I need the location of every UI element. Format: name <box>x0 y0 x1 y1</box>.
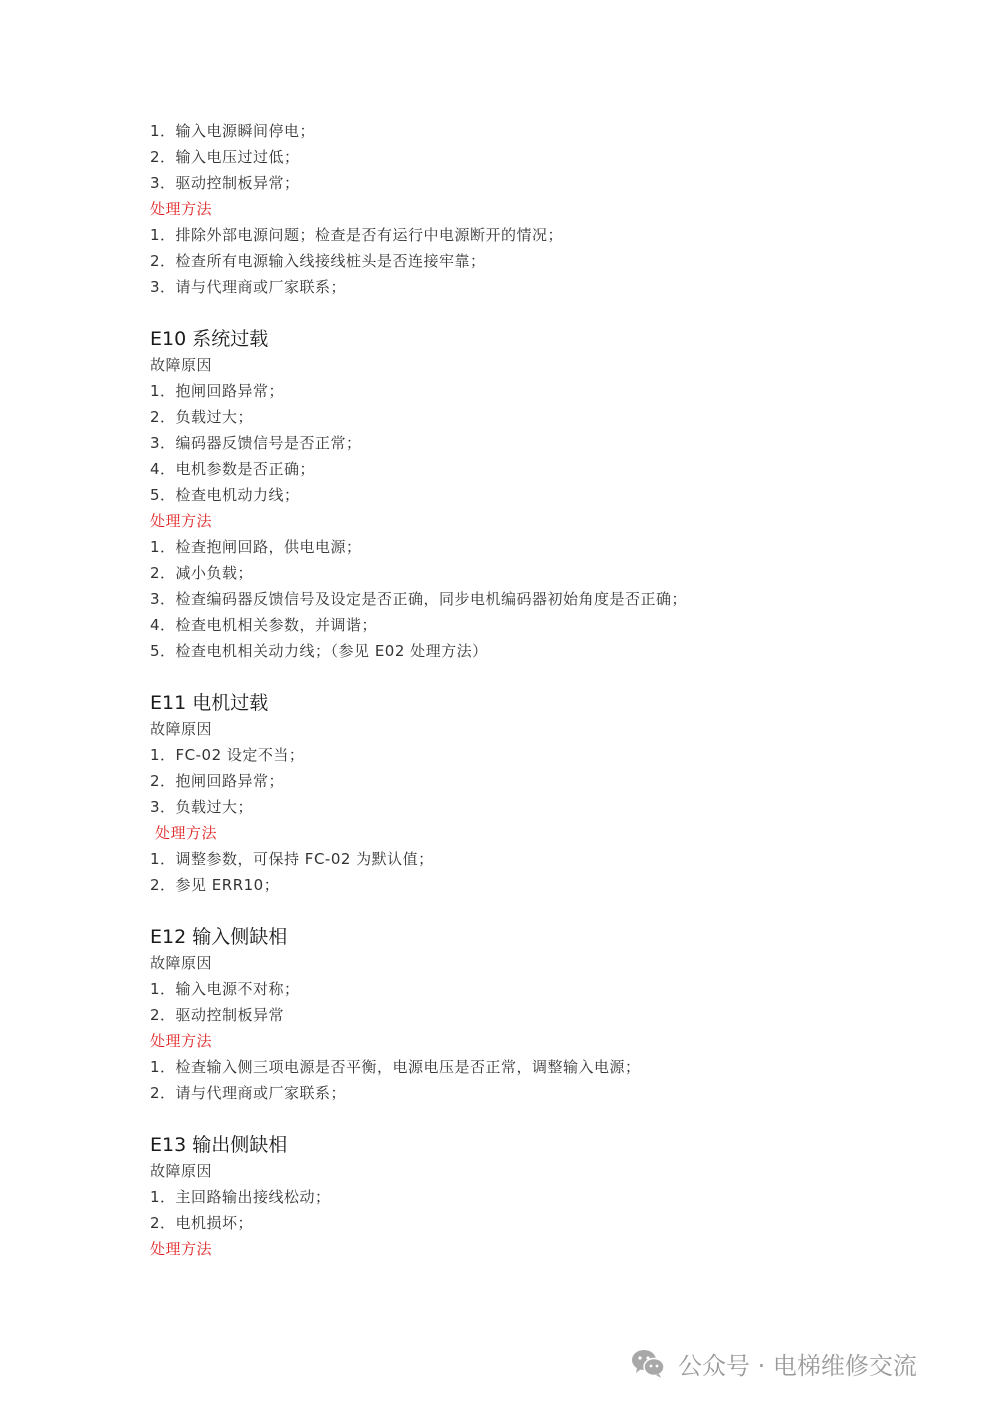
list-item: 4．检查电机相关参数，并调谐； <box>150 616 378 634</box>
list-item: 4．电机参数是否正确； <box>150 460 316 478</box>
cause-label: 故障原因 <box>150 1162 213 1180</box>
list-item: 1．检查输入侧三项电源是否平衡，电源电压是否正常，调整输入电源； <box>150 1058 641 1076</box>
fault-title: 系统过载 <box>192 328 269 350</box>
cause-label: 故障原因 <box>150 720 213 738</box>
list-item: 5．检查电机相关动力线；（参见 E02 处理方法） <box>150 642 488 660</box>
list-item: 1．排除外部电源问题；检查是否有运行中电源断开的情况； <box>150 226 564 244</box>
method-label: 处理方法 <box>150 200 213 218</box>
list-item: 1．主回路输出接线松动； <box>150 1188 331 1206</box>
list-item: 1．FC-02 设定不当； <box>150 746 305 764</box>
method-label: 处理方法 <box>150 1240 213 1258</box>
fault-code: E11 <box>150 692 187 714</box>
list-item: 1．调整参数，可保持 FC-02 为默认值； <box>150 850 434 868</box>
fault-title: 电机过载 <box>192 692 269 714</box>
list-item: 2．驱动控制板异常 <box>150 1006 285 1024</box>
list-item: 2．检查所有电源输入线接线桩头是否连接牢靠； <box>150 252 486 270</box>
list-item: 2．负载过大； <box>150 408 254 426</box>
list-item: 5．检查电机动力线； <box>150 486 300 504</box>
list-item: 1．检查抱闸回路，供电电源； <box>150 538 362 556</box>
method-label: 处理方法 <box>150 512 213 530</box>
list-item: 2．电机损坏； <box>150 1214 254 1232</box>
section-heading-e12 <box>150 924 950 950</box>
wechat-icon <box>628 1343 668 1383</box>
list-item: 3．请与代理商或厂家联系； <box>150 278 347 296</box>
section-heading-e13 <box>150 1132 950 1158</box>
fault-code: E10 <box>150 328 187 350</box>
fault-title: 输入侧缺相 <box>192 926 288 948</box>
section-heading-e11 <box>150 690 950 716</box>
method-label: 处理方法 <box>155 824 218 842</box>
list-item: 2．输入电压过过低； <box>150 148 300 166</box>
document-body <box>150 118 950 1262</box>
list-item: 2．减小负载； <box>150 564 254 582</box>
list-item: 3．编码器反馈信号是否正常； <box>150 434 362 452</box>
watermark <box>628 1343 917 1383</box>
method-label: 处理方法 <box>150 1032 213 1050</box>
list-item: 1．抱闸回路异常； <box>150 382 285 400</box>
list-item: 2．请与代理商或厂家联系； <box>150 1084 347 1102</box>
list-item: 2．抱闸回路异常； <box>150 772 285 790</box>
fault-code: E13 <box>150 1134 187 1156</box>
fault-title: 输出侧缺相 <box>192 1134 288 1156</box>
list-item: 3．驱动控制板异常； <box>150 174 300 192</box>
section-heading-e10 <box>150 326 950 352</box>
list-item: 3．检查编码器反馈信号及设定是否正确，同步电机编码器初始角度是否正确； <box>150 590 688 608</box>
fault-code: E12 <box>150 926 187 948</box>
watermark-text: 公众号 · 电梯维修交流 <box>678 1351 917 1380</box>
list-item: 3．负载过大； <box>150 798 254 816</box>
cause-label: 故障原因 <box>150 954 213 972</box>
cause-label: 故障原因 <box>150 356 213 374</box>
list-item: 1．输入电源瞬间停电； <box>150 122 316 140</box>
list-item: 2．参见 ERR10； <box>150 876 280 894</box>
list-item: 1．输入电源不对称； <box>150 980 300 998</box>
